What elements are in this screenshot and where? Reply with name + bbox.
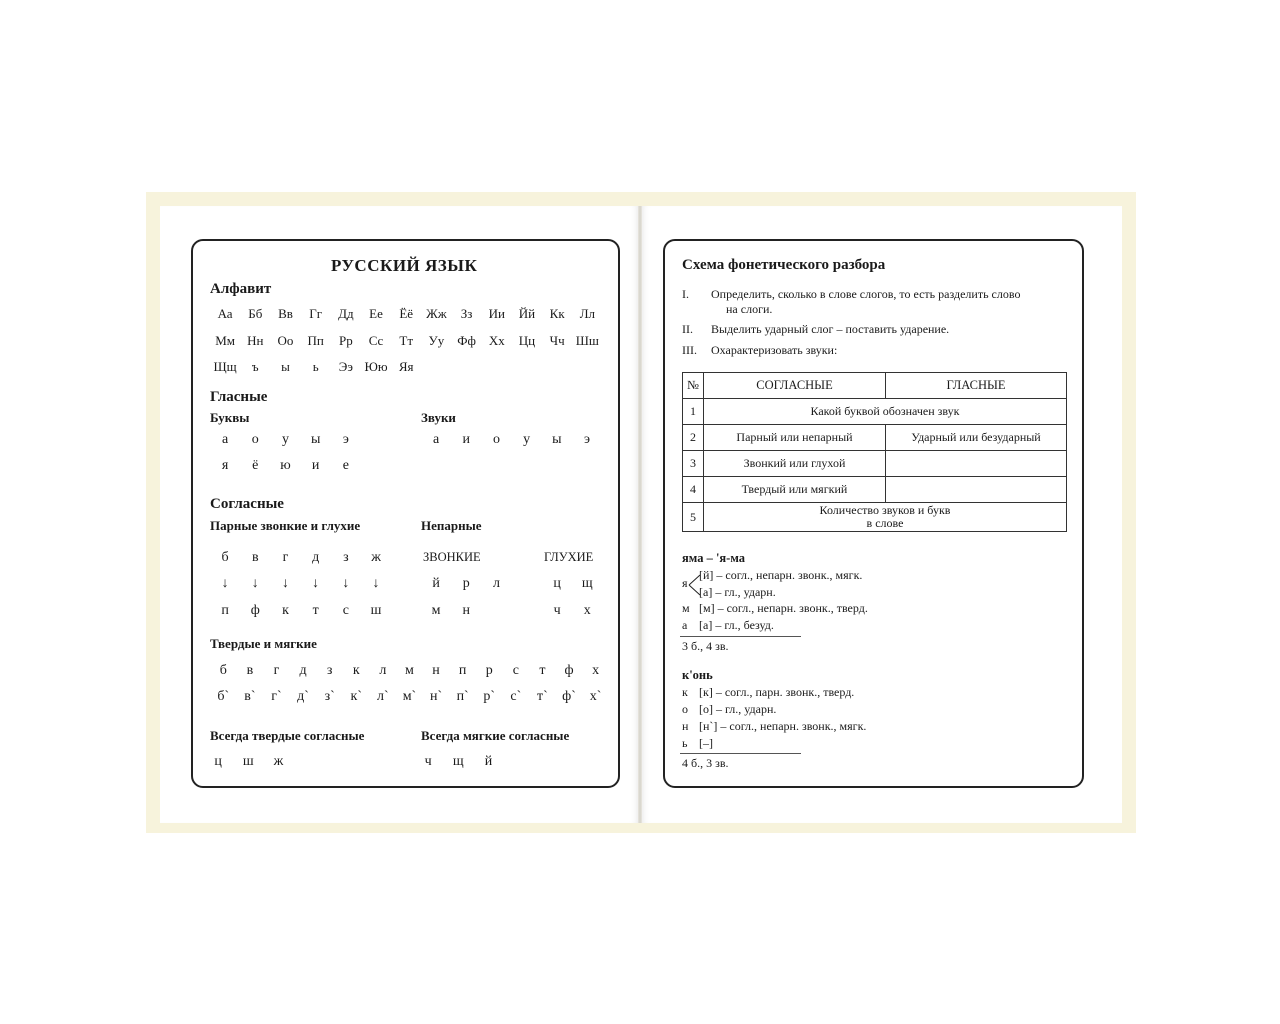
always-soft-row (413, 754, 504, 770)
letter-cell: п (458, 663, 467, 678)
letter-cell: н (432, 663, 440, 678)
letter-cell: Чч (549, 333, 565, 348)
table-row-num: 5 (683, 503, 704, 532)
letter-cell: и (462, 432, 471, 447)
letter-cell: г (273, 663, 280, 678)
example-1-letter-m: м (682, 601, 690, 615)
alphabet-row-1 (210, 306, 602, 322)
letter-cell: Ее (369, 306, 383, 321)
letter-cell: д` (297, 689, 309, 704)
table-row-num: 4 (683, 477, 704, 503)
table-cell-line: Количество звуков и букв (819, 503, 951, 517)
letter-cell: Вв (278, 306, 293, 321)
voiced-label: ЗВОНКИЕ (423, 550, 481, 564)
letter-cell: ы (310, 432, 321, 447)
example-1-letter-a: а (682, 618, 688, 632)
alphabet-row-3 (210, 359, 421, 375)
letter-cell: з (326, 663, 333, 678)
letter-cell: Ии (488, 306, 505, 321)
letter-cell: ↓ (221, 576, 229, 591)
letter-cell: з` (324, 689, 335, 704)
example-2-letter: к (682, 685, 688, 699)
letter-cell: ц (553, 576, 561, 591)
letter-cell: Жж (426, 306, 447, 321)
letter-cell: Юю (364, 359, 388, 374)
table-row (683, 399, 1067, 425)
voiceless-label: ГЛУХИЕ (544, 550, 594, 564)
phonetic-title: Схема фонетического разбора (682, 257, 886, 273)
table-cell-vowel: Ударный или безударный (886, 425, 1067, 451)
letter-cell: г` (271, 689, 282, 704)
letter-cell: ж (371, 550, 381, 565)
letter-cell: ж (273, 754, 284, 769)
letter-cell: т` (537, 689, 548, 704)
example-1-summary: 3 б., 4 зв. (682, 639, 729, 653)
letter-cell: Яя (398, 359, 414, 374)
example-2-sound: [н`] – согл., непарн. звонк., мягк. (699, 719, 867, 733)
table-header-consonants: СОГЛАСНЫЕ (704, 373, 886, 399)
letter-cell: Фф (457, 333, 476, 348)
letter-cell: м (431, 603, 441, 618)
step-number-3: III. (682, 343, 697, 357)
table-row (683, 425, 1067, 451)
table-row (683, 503, 1067, 532)
letter-cell: л` (377, 689, 389, 704)
letter-cell: о (251, 432, 259, 447)
letter-cell: й (484, 754, 493, 769)
letter-cell: э (584, 432, 591, 447)
consonants-heading: Согласные (210, 496, 284, 512)
letter-cell: Цц (518, 333, 536, 348)
letter-cell: ↓ (312, 576, 320, 591)
letter-cell: м` (402, 689, 417, 704)
vowel-letters-row-1 (210, 432, 361, 448)
letter-cell: х (592, 663, 600, 678)
table-cell-vowel (886, 477, 1067, 503)
letter-cell: к (282, 603, 289, 618)
always-hard-label: Всегда твердые согласные (210, 728, 365, 743)
letter-cell: ё (252, 458, 259, 473)
example-1-m-sound: [м] – согл., непарн. звонк., тверд. (699, 601, 868, 615)
vowel-letters-label: Буквы (210, 410, 250, 425)
example-2-letter: н (682, 719, 689, 733)
letter-cell: у (281, 432, 289, 447)
letter-cell: н (462, 603, 471, 618)
step-number-2: II. (682, 322, 693, 336)
example-1-word: яма – 'я-ма (682, 551, 746, 565)
letter-cell: р (485, 663, 493, 678)
page-title: РУССКИЙ ЯЗЫК (331, 256, 478, 275)
letter-cell: Мм (215, 333, 235, 348)
example-1-a-sound: [а] – гл., безуд. (699, 618, 774, 632)
paired-voiced-row (210, 550, 391, 566)
letter-cell: Зз (460, 306, 473, 321)
letter-cell: Шш (575, 333, 599, 348)
letter-cell: щ (452, 754, 464, 769)
letter-cell: с (342, 603, 349, 618)
letter-cell: Аа (217, 306, 233, 321)
letter-cell: р` (483, 689, 496, 704)
letter-cell: г (282, 550, 289, 565)
step-text-2: Выделить ударный слог – поставить ударение. (711, 322, 950, 336)
alphabet-heading: Алфавит (210, 281, 272, 297)
letter-cell: в (251, 550, 259, 565)
alphabet-row-2 (210, 333, 602, 349)
letter-cell: Пп (307, 333, 324, 348)
letter-cell: ↓ (342, 576, 350, 591)
letter-cell: Гг (309, 306, 323, 321)
letter-cell: й (432, 576, 440, 591)
letter-cell: ь (312, 359, 319, 374)
table-header-vowels: ГЛАСНЫЕ (886, 373, 1067, 399)
unpaired-voiced-row-2 (421, 603, 481, 619)
letter-cell: Уу (428, 333, 445, 348)
always-soft-label: Всегда мягкие согласные (421, 728, 570, 743)
letter-cell: з (343, 550, 349, 565)
letter-cell: щ (581, 576, 593, 591)
letter-cell: х (583, 603, 591, 618)
table-cell-merged (704, 503, 1067, 532)
letter-cell: э (342, 432, 349, 447)
table-cell-consonant: Твердый или мягкий (704, 477, 886, 503)
letter-cell: т (312, 603, 319, 618)
letter-cell: е (342, 458, 349, 473)
example-2-summary: 4 б., 3 зв. (682, 756, 729, 770)
letter-cell: Кк (549, 306, 565, 321)
letter-cell: б (221, 550, 229, 565)
table-header-num: № (683, 373, 704, 399)
letter-cell: л (492, 576, 500, 591)
paired-arrows-row (210, 576, 391, 592)
letter-cell: Бб (248, 306, 263, 321)
letter-cell: б` (217, 689, 230, 704)
unpaired-consonants-label: Непарные (421, 518, 482, 533)
letter-cell: ю (280, 458, 291, 473)
always-hard-row (203, 754, 294, 770)
letter-cell: ъ (251, 359, 259, 374)
letter-cell: р (462, 576, 470, 591)
step-number-1: I. (682, 287, 689, 301)
letter-cell: Йй (518, 306, 536, 321)
table-row-num: 2 (683, 425, 704, 451)
letter-cell: Хх (488, 333, 505, 348)
letter-cell: м (405, 663, 414, 678)
soft-consonants-row (210, 689, 609, 705)
example-1-letter-ya: я (682, 576, 688, 590)
letter-cell: Лл (579, 306, 595, 321)
letter-cell: Щщ (213, 359, 237, 374)
letter-cell: т (539, 663, 546, 678)
unpaired-voiceless-row-1 (542, 576, 602, 592)
unpaired-voiceless-row-2 (542, 603, 602, 619)
letter-cell: п (221, 603, 229, 618)
letter-cell: о (492, 432, 500, 447)
table-cell-consonant: Звонкий или глухой (704, 451, 886, 477)
letter-cell: с` (510, 689, 522, 704)
table-row (683, 477, 1067, 503)
divider-line (680, 753, 801, 754)
letter-cell: х` (589, 689, 602, 704)
table-cell-consonant: Парный или непарный (704, 425, 886, 451)
letter-cell: Тт (399, 333, 414, 348)
divider-line (680, 636, 801, 637)
letter-cell: н` (429, 689, 443, 704)
letter-cell: Ёё (399, 306, 414, 321)
letter-cell: к` (350, 689, 362, 704)
letter-cell: ш (370, 603, 382, 618)
letter-cell: Рр (338, 333, 353, 348)
paired-consonants-label: Парные звонкие и глухие (210, 518, 361, 533)
letter-cell: ы (552, 432, 562, 447)
letter-cell: ы (281, 359, 290, 374)
letter-cell: д (312, 550, 320, 565)
example-2-word: к'онь (682, 668, 713, 682)
letter-cell: ↓ (281, 576, 289, 591)
letter-cell: д (299, 663, 307, 678)
letter-cell: Оо (277, 333, 294, 348)
letter-cell: ц (214, 754, 222, 769)
table-cell-vowel (886, 451, 1067, 477)
example-2-letter: ь (682, 736, 688, 750)
table-row-num: 1 (683, 399, 704, 425)
letter-cell: Дд (338, 306, 354, 321)
letter-cell: ф` (562, 689, 576, 704)
letter-cell: ↓ (372, 576, 380, 591)
table-cell-merged: Какой буквой обозначен звук (704, 399, 1067, 425)
letter-cell: Сс (368, 333, 384, 348)
letter-cell: л (379, 663, 387, 678)
letter-cell: ч (424, 754, 432, 769)
example-1-ya-sound-1: [й] – согл., непарн. звонк., мягк. (699, 568, 863, 582)
example-2-letter: о (682, 702, 688, 716)
example-2-sound: [к] – согл., парн. звонк., тверд. (699, 685, 855, 699)
letter-cell: с (512, 663, 519, 678)
vowel-letters-row-2 (210, 458, 361, 474)
vowel-sounds-row (421, 432, 602, 448)
letter-cell: в (246, 663, 254, 678)
letter-cell: Ээ (338, 359, 353, 374)
vowel-sounds-label: Звуки (421, 410, 456, 425)
letter-cell: ф (250, 603, 260, 618)
example-1-ya-sound-2: [а] – гл., ударн. (699, 585, 776, 599)
notebook-spine (638, 206, 642, 823)
phonetic-table (682, 372, 1067, 532)
paired-voiceless-row (210, 603, 391, 619)
letter-cell: к (352, 663, 360, 678)
table-cell-line: в слове (866, 516, 904, 530)
example-2-sound: [о] – гл., ударн. (699, 702, 777, 716)
letter-cell: ф (564, 663, 574, 678)
letter-cell: у (523, 432, 531, 447)
letter-cell: б (219, 663, 227, 678)
table-row-num: 3 (683, 451, 704, 477)
letter-cell: Нн (247, 333, 264, 348)
letter-cell: а (432, 432, 440, 447)
vowels-heading: Гласные (210, 389, 268, 405)
hard-soft-label: Твердые и мягкие (210, 636, 317, 651)
step-text-1: Определить, сколько в слове слогов, то есть разделить слово (711, 287, 1021, 301)
table-header-row (683, 373, 1067, 399)
unpaired-voiced-row-1 (421, 576, 512, 592)
step-text-3: Охарактеризовать звуки: (711, 343, 838, 357)
letter-cell: и (311, 458, 320, 473)
letter-cell: ш (242, 754, 254, 769)
letter-cell: а (221, 432, 229, 447)
letter-cell: п` (456, 689, 469, 704)
letter-cell: ↓ (251, 576, 259, 591)
letter-cell: я (221, 458, 229, 473)
hard-consonants-row (210, 663, 609, 679)
letter-cell: ч (553, 603, 561, 618)
example-2-sound: [–] (699, 736, 713, 750)
table-row (683, 451, 1067, 477)
step-text-1-cont: на слоги. (726, 302, 773, 316)
letter-cell: в` (244, 689, 256, 704)
